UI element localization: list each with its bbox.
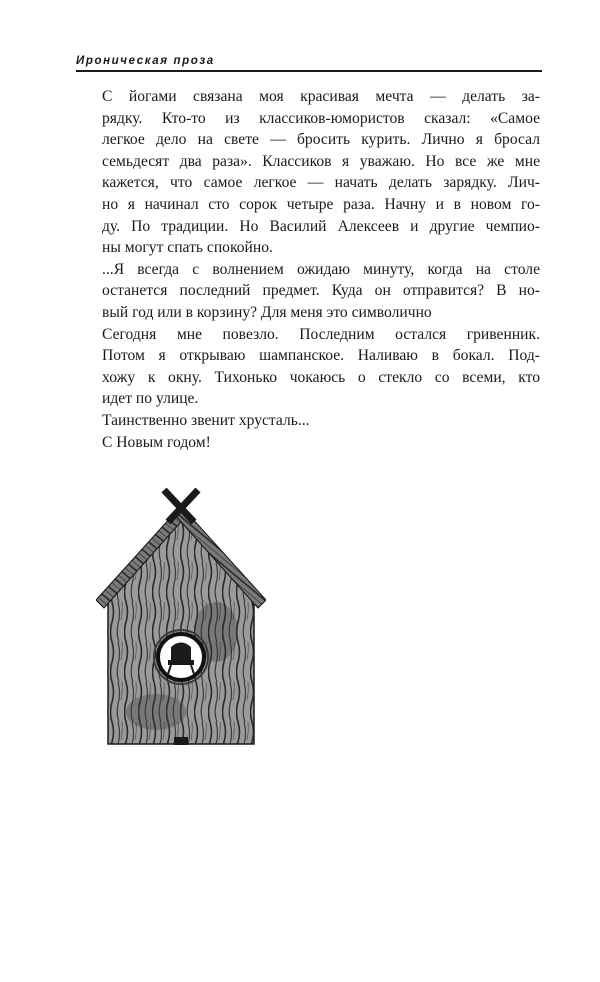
birdhouse-icon <box>96 482 266 752</box>
text-line: Таинственно звенит хрусталь... <box>102 411 310 429</box>
paragraph <box>76 259 540 324</box>
text-line: легкое дело на свете — бросить курить. Лично я бросал <box>102 131 540 149</box>
text-line: семьдесят два раза». Классиков я уважаю. Но все же мне <box>102 152 540 170</box>
text-line: ...Я всегда с волнением ожидаю минуту, когда на столе <box>102 260 540 278</box>
text-line: Сегодня мне повезло. Последним остался гривенник. <box>102 325 540 343</box>
text-line: кажется, что самое легкое — начать делать зарядку. Лич- <box>102 174 540 192</box>
running-header <box>76 54 542 68</box>
text-line: С Новым годом! <box>102 433 211 451</box>
text-line: ны могут спать спокойно. <box>102 239 273 257</box>
text-line: идет по улице. <box>102 390 199 408</box>
text-line: хожу к окну. Тихонько чокаюсь о стекло со всеми, кто <box>102 368 540 386</box>
text-line: ду. По традиции. Но Василий Алексеев и другие чемпио- <box>102 217 540 235</box>
text-line: вый год или в корзину? Для меня это символично <box>102 303 432 321</box>
paragraph <box>76 86 540 259</box>
header-rule <box>76 70 542 72</box>
body-text <box>76 86 540 453</box>
text-line: С йогами связана моя красивая мечта — делать за- <box>102 88 540 105</box>
text-line: но я начинал сто сорок четыре раза. Начну и в новом го- <box>102 195 540 213</box>
running-header-title: Ироническая проза <box>76 55 215 67</box>
birdhouse-illustration <box>96 482 266 752</box>
paragraph <box>76 410 540 432</box>
text-line: Потом я открываю шампанское. Наливаю в бокал. Под- <box>102 347 540 365</box>
paragraph <box>76 324 540 410</box>
paragraph <box>76 432 540 454</box>
text-line: рядку. Кто-то из классиков-юмористов сказал: «Самое <box>102 109 540 127</box>
text-line: останется последний предмет. Куда он отправится? В но- <box>102 282 540 300</box>
